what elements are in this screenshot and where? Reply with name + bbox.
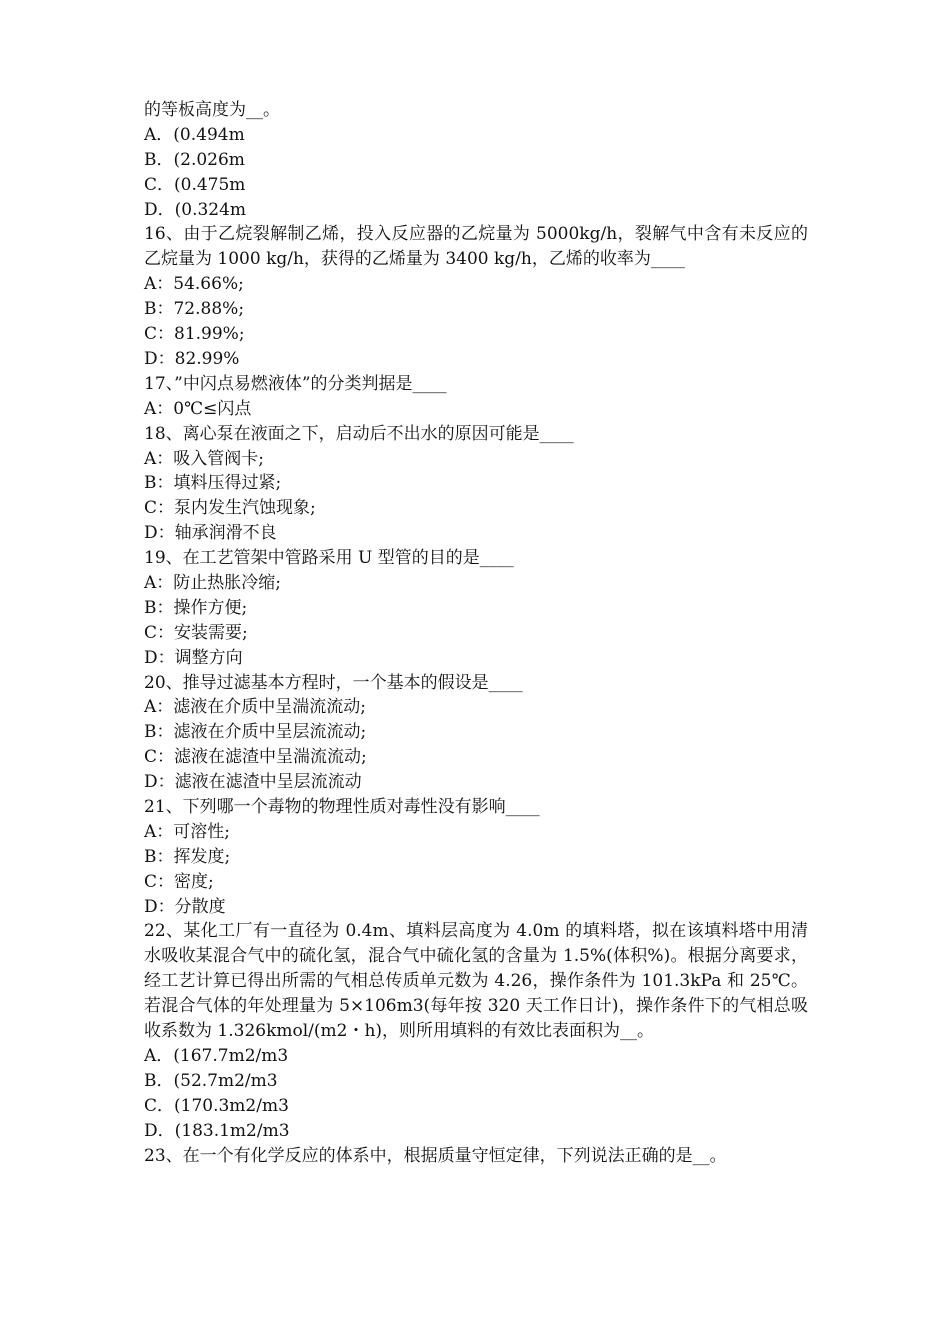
question-21-option-c: C：密度; bbox=[144, 871, 214, 892]
question-19-option-a: A：防止热胀冷缩; bbox=[144, 572, 282, 593]
question-18-option-a: A：吸入管阀卡; bbox=[144, 448, 265, 469]
option-d: D．(0.324m bbox=[144, 199, 247, 220]
question-19-option-c: C：安装需要; bbox=[144, 622, 248, 643]
question-22-option-b: B．(52.7m2/m3 bbox=[144, 1070, 278, 1091]
question-19-stem: 19、在工艺管架中管路采用 U 型管的目的是____ bbox=[144, 548, 514, 569]
question-17-stem: 17、”中闪点易燃液体”的分类判据是____ bbox=[144, 373, 447, 394]
question-18-option-b: B：填料压得过紧; bbox=[144, 473, 282, 494]
question-22-option-d: D．(183.1m2/m3 bbox=[144, 1120, 290, 1141]
question-20-stem: 20、推导过滤基本方程时，一个基本的假设是____ bbox=[144, 672, 523, 693]
question-18-stem: 18、离心泵在液面之下，启动后不出水的原因可能是____ bbox=[144, 423, 574, 444]
question-21-option-d: D：分散度 bbox=[144, 896, 226, 917]
question-20-option-a: A：滤液在介质中呈湍流流动; bbox=[144, 697, 367, 718]
question-17-option-a: A：0℃≤闪点 bbox=[144, 398, 252, 419]
question-16-option-d: D：82.99% bbox=[144, 348, 240, 369]
question-21-option-a: A：可溶性; bbox=[144, 821, 231, 842]
continued-question-stem: 的等板高度为__。 bbox=[144, 100, 280, 120]
question-16-option-c: C：81.99%; bbox=[144, 324, 245, 345]
question-22-stem: 22、某化工厂有一直径为 0.4m、填料层高度为 4.0m 的填料塔，拟在该填料塔中用清水吸收某混合气中的硫化氢，混合气中硫化氢的含量为 1.5%(体积%)。根据分离要求，经工艺计算已得出所需的气相总传质单元数为 4.26，操作条件为 101.3kPa 和 25℃。若混合气体的年处理量为 5×106m3(每年按 320 天工作日计)，操作条件下的气相总吸收系数为 1.326kmol/(m2・h)，则所用填料的有效比表面积为__。 bbox=[144, 921, 808, 1042]
question-22-option-a: A．(167.7m2/m3 bbox=[144, 1045, 289, 1066]
option-a: A．(0.494m bbox=[144, 124, 245, 145]
question-20-option-b: B：滤液在介质中呈层流流动; bbox=[144, 722, 367, 743]
question-23-stem: 23、在一个有化学反应的体系中，根据质量守恒定律，下列说法正确的是__。 bbox=[144, 1145, 727, 1166]
question-19-option-d: D：调整方向 bbox=[144, 647, 243, 668]
question-16-option-b: B：72.88%; bbox=[144, 299, 245, 320]
option-c: C．(0.475m bbox=[144, 174, 246, 195]
question-20-option-c: C：滤液在滤渣中呈湍流流动; bbox=[144, 747, 367, 768]
question-20-option-d: D：滤液在滤渣中呈层流流动 bbox=[144, 772, 362, 793]
document-body bbox=[144, 98, 808, 1168]
question-21-option-b: B：挥发度; bbox=[144, 846, 231, 867]
question-16-option-a: A：54.66%; bbox=[144, 274, 244, 295]
question-18-option-d: D：轴承润滑不良 bbox=[144, 523, 277, 544]
question-22-option-c: C．(170.3m2/m3 bbox=[144, 1095, 289, 1116]
question-19-option-b: B：操作方便; bbox=[144, 597, 248, 618]
question-21-stem: 21、下列哪一个毒物的物理性质对毒性没有影响____ bbox=[144, 796, 540, 817]
question-18-option-c: C：泵内发生汽蚀现象; bbox=[144, 498, 316, 519]
question-16-stem: 16、由于乙烷裂解制乙烯，投入反应器的乙烷量为 5000kg/h，裂解气中含有未反应的乙烷量为 1000 kg/h，获得的乙烯量为 3400 kg/h，乙烯的收率为____ bbox=[144, 224, 808, 270]
option-b: B．(2.026m bbox=[144, 149, 245, 170]
